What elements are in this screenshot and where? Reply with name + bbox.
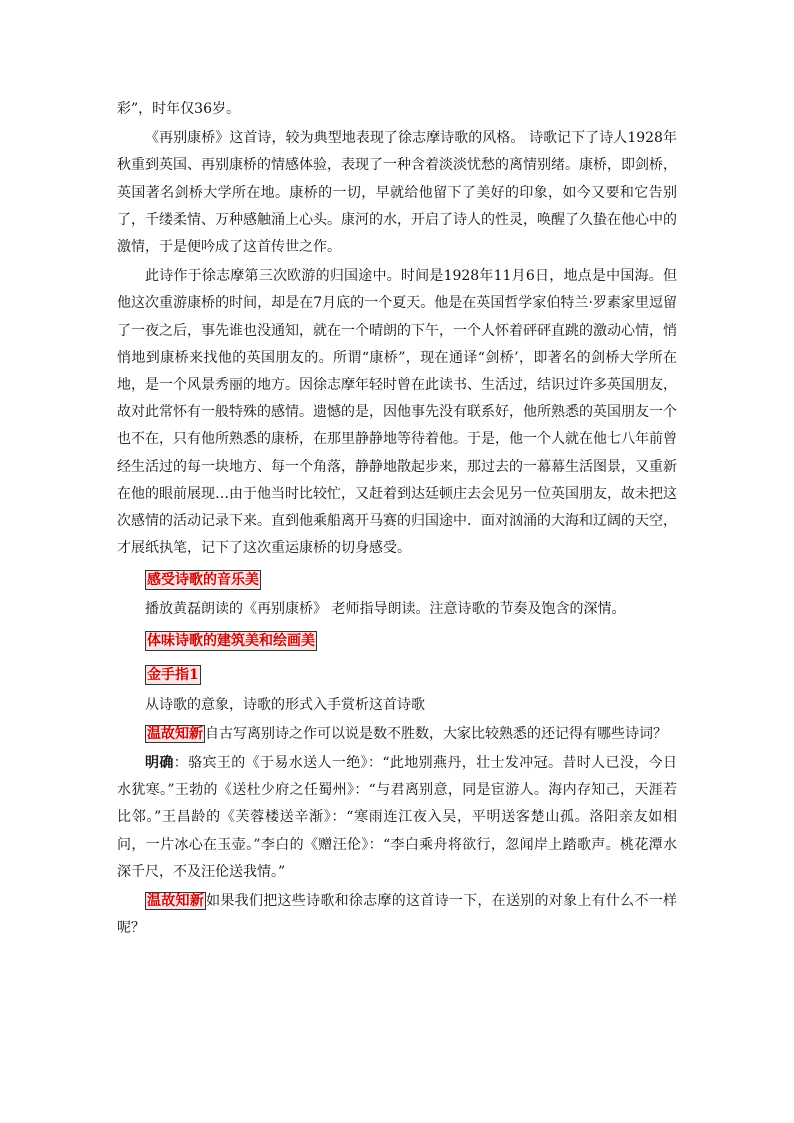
answer-paragraph xyxy=(117,750,677,886)
section-music-text: 播放黄磊朗读的《再别康桥》 老师指导朗读。注意诗歌的节奏及饱含的深情。 xyxy=(145,601,626,618)
golden-tip-label: 金手指1 xyxy=(147,667,199,684)
section-music-heading-row xyxy=(117,562,677,596)
review-question-1-text: 自古写离别诗之作可以说是数不胜数，大家比较熟悉的还记得有哪些诗词？ xyxy=(205,725,667,742)
section-architecture-heading: 体味诗歌的建筑美和绘画美 xyxy=(147,633,315,650)
golden-tip-row xyxy=(117,658,677,692)
section-music-heading: 感受诗歌的音乐美 xyxy=(147,571,259,588)
golden-tip-text: 从诗歌的意象，诗歌的形式入手赏析这首诗歌 xyxy=(145,696,425,713)
document-page xyxy=(117,96,677,942)
review-label-1: 温故知新 xyxy=(147,725,203,742)
paragraph-continuation: 彩”，时年仅36岁。 xyxy=(117,101,240,117)
paragraph-poem-background: 此诗作于徐志摩第三次欧游的归国途中。时间是1928年11月6日，地点是中国海。但他这次重游康桥的时间，却是在7月底的一个夏天。他是在英国哲学家伯特兰·罗素家里逗留了一夜之后，事先谁也没通知，就在一个晴朗的下午，一个人怀着砰砰直跳的激动心情，悄悄地到康桥来找他的英国朋友的。所谓“康桥”，现在通译“剑桥’，即著名的剑桥大学所在地，是一个风景秀丽的地方。因徐志摩年轻时曾在此读书、生活过，结识过许多英国朋友，故对此常怀有一般特殊的感情。遗憾的是，因他事先没有联系好，他所熟悉的英国朋友一个也不在，只有他所熟悉的康桥，在那里静静地等待着他。于是，他一个人就在他七八年前曾经生活过的每一块地方、每一个角落，静静地散起步来，那过去的一幕幕生活图景，又重新在他的眼前展现…由于他当时比较忙，又赶着到达廷顿庄去会见另一位英国朋友，故未把这次感情的活动记录下来。直到他乘船离开马赛的归国途中．面对汹涌的大海和辽阔的天空，才展纸执笔，记下了这次重运康桥的切身感受。 xyxy=(117,268,677,557)
review-question-2 xyxy=(117,888,677,942)
section-architecture-heading-row xyxy=(117,624,677,658)
answer-label: 明确 xyxy=(145,755,174,772)
review-label-2: 温故知新 xyxy=(147,893,205,910)
answer-text: ：骆宾王的《于易水送人一绝》：“此地别燕丹，壮士发冲冠。昔时人已没，今日水犹寒。”王勃的《送杜少府之任蜀州》：“与君离别意，同是宦游人。海内存知己，天涯若比邻。”王昌龄的《芙蓉楼送辛渐》：“寒雨连江夜入吴，平明送客楚山孤。洛阳亲友如相问，一片冰心在玉壶。”李白的《赠汪伦》：“李白乘舟将欲行，忽闻岸上踏歌声。桃花潭水深千尺，不及汪伦送我情。” xyxy=(117,755,678,880)
review-question-1 xyxy=(117,721,677,748)
review-question-2-text: 如果我们把这些诗歌和徐志摩的这首诗一下，在送别的对象上有什么不一样呢？ xyxy=(117,893,678,937)
paragraph-poem-overview: 《再别康桥》这首诗，较为典型地表现了徐志摩诗歌的风格。 诗歌记下了诗人1928年秋重到英国、再别康桥的情感体验，表现了一种含着淡淡忧愁的离情别绪。康桥，即剑桥，英国著名剑桥大学所在地。康桥的一切，早就给他留下了美好的印象，如今又要和它告别了，千缕柔情、万种感触涌上心头。康河的水，开启了诗人的性灵，唤醒了久蛰在他心中的激情，于是便吟成了这首传世之作。 xyxy=(117,130,677,256)
